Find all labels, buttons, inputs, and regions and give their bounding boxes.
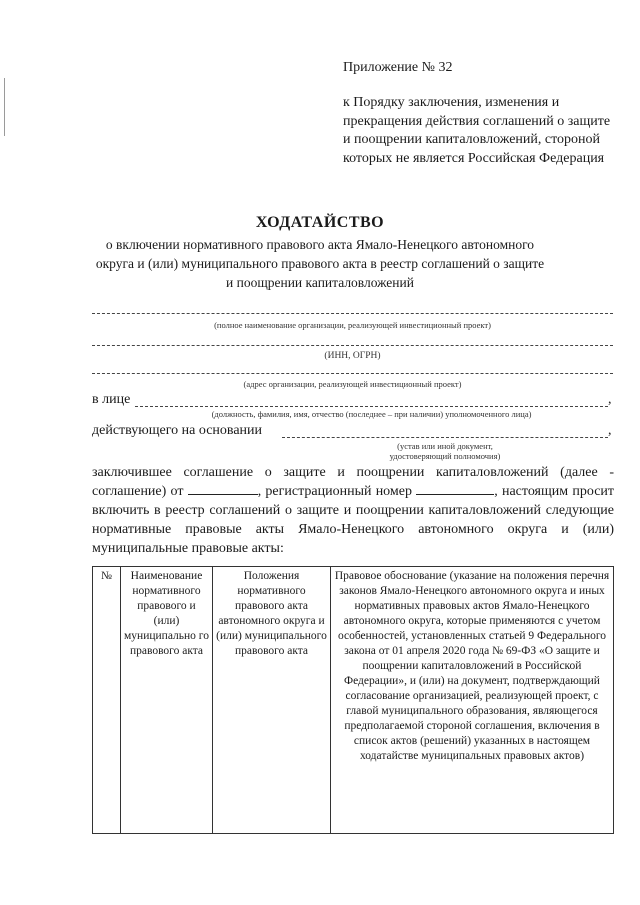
appendix-label: Приложение № 32 <box>343 60 453 75</box>
request-text-part3: , настоящим просит включить в реестр соглашений о защите и поощрении капиталовложений следующие нормативные правовые акты Ямало-Ненецкого автономного округа и (или) муниципальные правовые акты: <box>92 484 615 556</box>
table-header-number: № <box>93 567 121 834</box>
table-header-act-provisions: Положения нормативного правового акта автономного округа и (или) муниципального правового акта <box>213 567 331 834</box>
representative-caption: (должность, фамилия, имя, отчество (последнее – при наличии) уполномоченного лица) <box>211 409 532 419</box>
representative-line <box>135 406 608 407</box>
org-name-line <box>92 313 613 314</box>
table-header-legal-basis: Правовое обоснование (указание на положения перечня законов Ямало-Ненецкого автономного округа и иных нормативных правовых актов Ямало-Ненецкого автономного округа, которые применяются с учетом особенностей, установленных статьей 9 Федерального закона от 01 апреля 2020 года № 69-ФЗ «О защите и поощрении капиталовложений в Российской Федерации», и (или) на документ, подтверждающий согласование организацией, реализующей проект, с главой муниципального образования, являющегося предполагаемой стороной соглашения, включения в список актов (решений) указанных в настоящем ходатайстве муниципальных правовых актов) <box>331 567 614 834</box>
acts-table <box>92 566 614 834</box>
margin-mark <box>4 78 5 136</box>
basis-label: действующего на основании <box>92 423 263 438</box>
document-subtitle: о включении нормативного правового акта Ямало-Ненецкого автономного округа и (или) муниципального правового акта в реестр соглашений о защите и поощрении капиталовложений <box>95 237 545 290</box>
request-text-part1: заключившее соглашение о защите и поощрении капиталовложений (далее - соглашение) от <box>92 465 614 499</box>
representative-label: в лице <box>92 392 131 407</box>
registration-number-blank <box>416 484 494 495</box>
basis-comma: , <box>608 423 612 438</box>
appendix-reference: к Порядку заключения, изменения и прекращения действия соглашений о защите и поощрении капиталовложений, стороной которых не является Российская Федерация <box>343 95 611 166</box>
org-address-line <box>92 373 613 374</box>
inn-ogrn-line <box>92 345 613 346</box>
request-paragraph <box>92 463 614 558</box>
agreement-date-blank <box>188 484 258 495</box>
org-name-caption: (полное наименование организации, реализующей инвестиционный проект) <box>214 320 491 330</box>
basis-caption-line1: (устав или иной документ, <box>397 441 493 451</box>
document-title: ХОДАТАЙСТВО <box>255 214 385 231</box>
org-address-caption: (адрес организации, реализующей инвестиционный проект) <box>243 379 462 389</box>
request-text-part2: , регистрационный номер <box>257 484 412 499</box>
table-header-act-name: Наименование нормативного правового и (или) муниципально го правового акта <box>121 567 213 834</box>
basis-line <box>282 437 608 438</box>
table-header-row <box>93 567 614 834</box>
representative-comma: , <box>608 392 612 407</box>
inn-ogrn-caption: (ИНН, ОГРН) <box>324 351 381 361</box>
basis-caption-line2: удостоверяющий полномочия) <box>389 451 501 461</box>
